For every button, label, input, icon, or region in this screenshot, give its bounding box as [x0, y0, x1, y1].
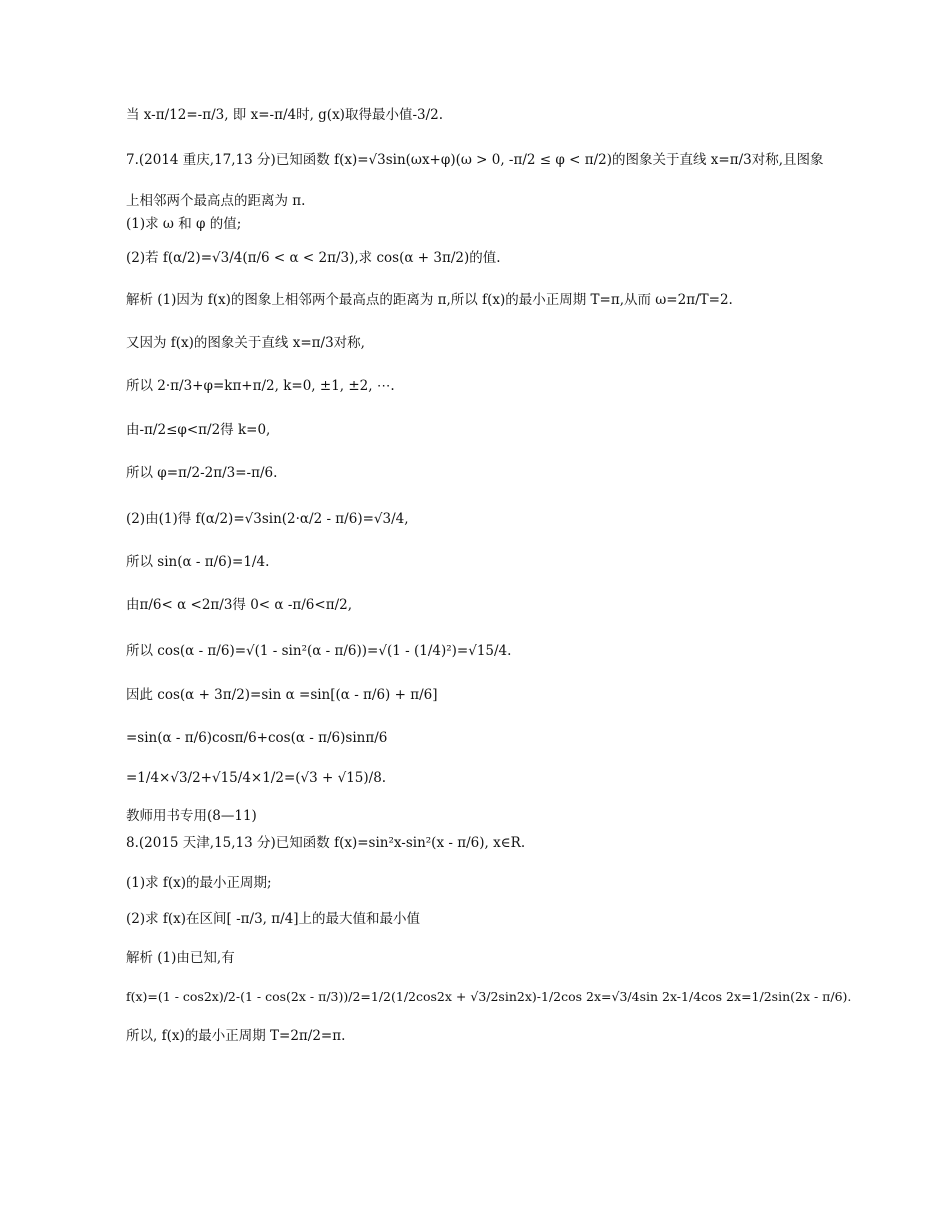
text-line: 所以 cos(α - π/6)=√(1 - sin²(α - π/6))=√(1 - (1/4)²)=√15/4.	[126, 643, 512, 659]
question-1: (1)求 f(x)的最小正周期;	[126, 875, 272, 891]
text-line: 所以 φ=π/2-2π/3=-π/6.	[126, 465, 278, 481]
text-line: 因此 cos(α + 3π/2)=sin α =sin[(α - π/6) + π/6]	[126, 687, 438, 703]
text-line: 所以 sin(α - π/6)=1/4.	[126, 554, 270, 570]
text-line: 上相邻两个最高点的距离为 π.	[126, 193, 306, 209]
solution-heading: 解析 (1)由已知,有	[126, 950, 235, 966]
text-line: (2)由(1)得 f(α/2)=√3sin(2·α/2 - π/6)=√3/4,	[126, 511, 409, 527]
text-line: 由π/6< α <2π/3得 0< α -π/6<π/2,	[126, 597, 353, 613]
text-line: 又因为 f(x)的图象关于直线 x=π/3对称,	[126, 335, 365, 351]
problem-7-statement: 7.(2014 重庆,17,13 分)已知函数 f(x)=√3sin(ωx+φ)(ω > 0, -π/2 ≤ φ < π/2)的图象关于直线 x=π/3对称,且图象	[126, 152, 824, 168]
text-line: 所以 2·π/3+φ=kπ+π/2, k=0, ±1, ±2, ⋯.	[126, 378, 395, 394]
text-line: 所以, f(x)的最小正周期 T=2π/2=π.	[126, 1028, 346, 1044]
question-2: (2)若 f(α/2)=√3/4(π/6 < α < 2π/3),求 cos(α + 3π/2)的值.	[126, 250, 501, 266]
text-line: 当 x-π/12=-π/3, 即 x=-π/4时, g(x)取得最小值-3/2.	[126, 107, 444, 123]
question-1: (1)求 ω 和 φ 的值;	[126, 216, 242, 232]
text-line: =sin(α - π/6)cosπ/6+cos(α - π/6)sinπ/6	[126, 730, 388, 746]
text-line: =1/4×√3/2+√15/4×1/2=(√3 + √15)/8.	[126, 770, 387, 786]
section-heading: 教师用书专用(8—11)	[126, 808, 257, 824]
text-line: 由-π/2≤φ<π/2得 k=0,	[126, 422, 271, 438]
question-2: (2)求 f(x)在区间[ -π/3, π/4]上的最大值和最小值	[126, 911, 421, 927]
solution-heading: 解析 (1)因为 f(x)的图象上相邻两个最高点的距离为 π,所以 f(x)的最小正周期 T=π,从而 ω=2π/T=2.	[126, 292, 733, 308]
problem-8-statement: 8.(2015 天津,15,13 分)已知函数 f(x)=sin²x-sin²(x - π/6), x∈R.	[126, 835, 526, 851]
text-line: f(x)=(1 - cos2x)/2-(1 - cos(2x - π/3))/2=1/2(1/2cos2x + √3/2sin2x)-1/2cos 2x=√3/4sin 2x-1/4cos 2x=1/2sin(2x - π/6).	[126, 989, 852, 1004]
